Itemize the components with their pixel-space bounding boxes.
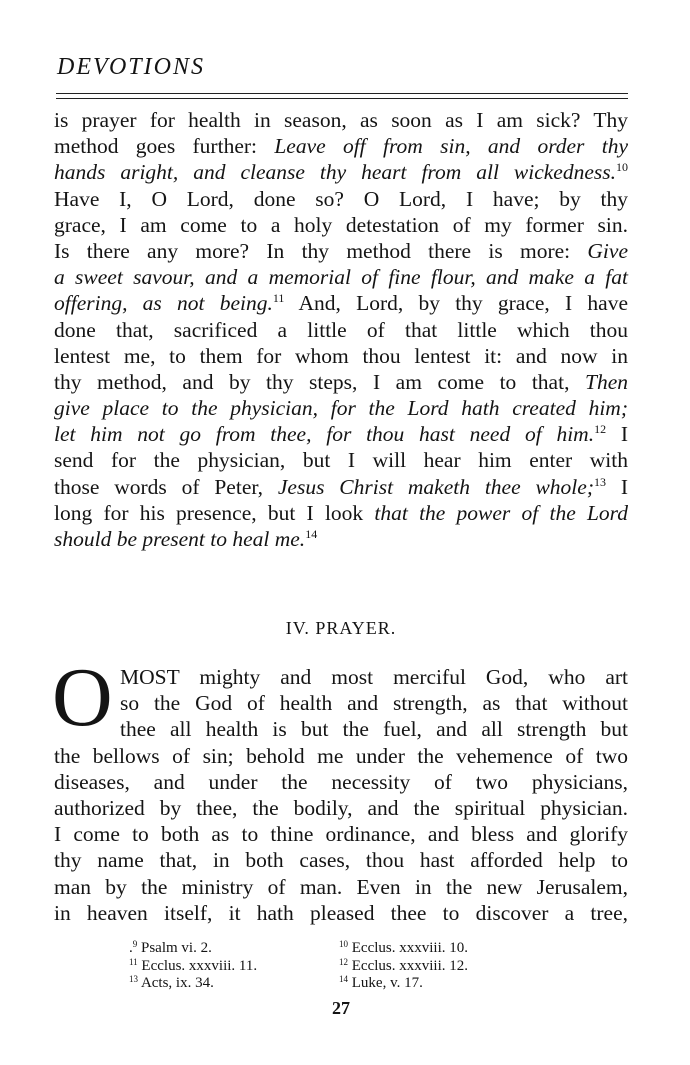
- text-line: [54, 264, 628, 290]
- text-run: let him not go from thee, for thou hast need of him.: [54, 422, 595, 447]
- footnote: .$^9$ Psalm vi. 2.: [129, 939, 212, 956]
- text-line: [54, 133, 628, 159]
- page-number: 27: [332, 998, 350, 1018]
- running-head: DEVOTIONS: [57, 54, 205, 80]
- footnote-marker: 12: [594, 422, 607, 437]
- text-line: [54, 447, 628, 473]
- text-run: that the power of the Lord: [374, 500, 628, 525]
- text-run: done that, sacrificed a little of that little which thou: [54, 317, 628, 342]
- text-run: offering, as not being.: [54, 291, 273, 316]
- prayer-line: diseases, and under the necessity of two physicians,: [54, 769, 628, 794]
- text-run: Then: [585, 369, 628, 394]
- book-page: [54, 0, 628, 1065]
- text-line: [54, 369, 628, 395]
- text-line: [54, 107, 628, 133]
- header-rule-bottom: [56, 98, 628, 99]
- footnote-marker: 10: [616, 160, 628, 175]
- footnote-marker: 11: [272, 291, 285, 306]
- prayer-line: man by the ministry of man. Even in the new Jerusalem,: [54, 874, 628, 899]
- text-run: method goes further:: [54, 134, 275, 159]
- text-run: is prayer for health in season, as soon as I am sick? Thy: [54, 108, 628, 132]
- drop-cap: O: [52, 651, 113, 744]
- text-line: [54, 474, 628, 500]
- text-run: I: [605, 474, 628, 499]
- prayer-line: I come to both as to thine ordinance, and bless and glorify: [54, 822, 628, 847]
- prayer-line: thee all health is but the fuel, and all strength but: [120, 717, 628, 742]
- text-run: hands aright, and cleanse thy heart from all wickedness.: [54, 160, 616, 185]
- text-line: [54, 343, 628, 369]
- prayer-paragraph: [52, 651, 628, 926]
- prayer-line: so the God of health and strength, as that without: [120, 691, 628, 716]
- footnote-marker: 14: [305, 527, 318, 541]
- prayer-line: the bellows of sin; behold me under the vehemence of two: [54, 743, 628, 768]
- text-line: [54, 526, 628, 552]
- section-title: IV. PRAYER.: [285, 618, 397, 638]
- text-line: [54, 212, 628, 238]
- footnote: $^{11}$ Ecclus. xxxviii. 11.: [129, 956, 258, 974]
- text-run: those words of Peter,: [54, 474, 278, 499]
- text-run: Jesus Christ maketh thee whole;: [277, 474, 594, 499]
- meditation-paragraph: [54, 107, 628, 552]
- prayer-line: MOST mighty and most merciful God, who art: [120, 665, 628, 689]
- text-run: lentest me, to them for whom thou lentest it: and now in: [54, 343, 628, 368]
- text-run: give place to the physician, for the Lord hath created him;: [54, 396, 628, 421]
- text-line: [54, 317, 628, 343]
- text-run: send for the physician, but I will hear him enter with: [54, 448, 628, 473]
- text-run: long for his presence, but I look: [54, 500, 375, 525]
- text-run: Leave off from sin, and order thy: [274, 134, 628, 159]
- text-line: [54, 186, 628, 212]
- text-run: thy method, and by thy steps, I am come to that,: [54, 369, 585, 394]
- prayer-line: authorized by thee, the bodily, and the spiritual physician.: [54, 795, 628, 820]
- text-run: And, Lord, by thy grace, I have: [284, 291, 629, 316]
- header-rule-top: [56, 93, 628, 94]
- footnote-row: [129, 940, 549, 958]
- footnote: $^{13}$ Acts, ix. 34.: [129, 974, 214, 991]
- text-run: Give: [587, 238, 628, 263]
- prayer-line: thy name that, in both cases, thou hast afforded help to: [54, 848, 628, 873]
- text-run: Is there any more? In thy method there is more:: [54, 238, 588, 263]
- footnote: $^{12}$ Ecclus. xxxviii. 12.: [339, 956, 468, 974]
- prayer-line: in heaven itself, it hath pleased thee to discover a tree,: [54, 900, 628, 925]
- footnotes: [129, 940, 549, 993]
- footnote-marker: 13: [593, 474, 606, 489]
- text-run: should be present to heal me.: [54, 527, 306, 551]
- text-run: grace, I am come to a holy detestation of my former sin.: [54, 212, 628, 237]
- text-line: [54, 238, 628, 264]
- text-run: Have I, O Lord, done so? O Lord, I have; by thy: [54, 186, 628, 211]
- footnote-row: [129, 975, 549, 993]
- text-line: [54, 500, 628, 526]
- text-line: [54, 159, 628, 185]
- text-line: [54, 290, 628, 316]
- footnote: $^{14}$ Luke, v. 17.: [339, 974, 423, 991]
- footnote: $^{10}$ Ecclus. xxxviii. 10.: [339, 939, 468, 956]
- text-run: a sweet savour, and a memorial of fine flour, and make a fat: [54, 265, 628, 290]
- text-line: [54, 421, 628, 447]
- text-line: [54, 395, 628, 421]
- footnote-row: [129, 958, 549, 976]
- text-run: I: [606, 422, 628, 447]
